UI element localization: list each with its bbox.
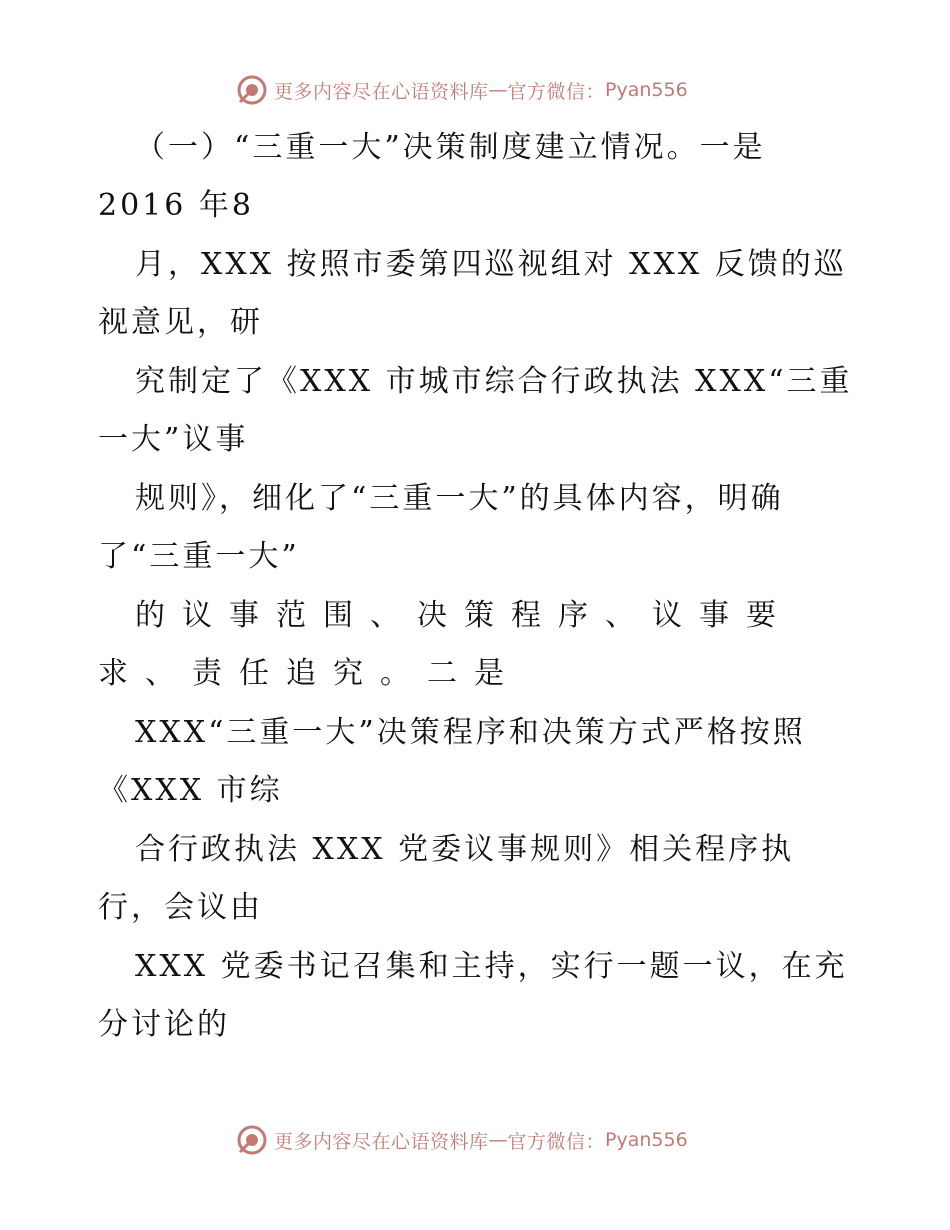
watermark-text: 更多内容尽在心语资料库 — [274, 1130, 489, 1153]
body-line: 规则》，细化了“三重一大”的具体内容，明确 — [135, 481, 784, 516]
pen-logo-icon — [236, 1124, 268, 1156]
body-line: XXX 党委书记召集和主持，实行一题一议，在充 — [135, 949, 848, 984]
body-line: 《XXX 市综 — [98, 773, 283, 808]
watermark-dash: — — [488, 1129, 508, 1151]
body-line: 月，XXX 按照市委第四巡视组对 XXX 反馈的巡 — [135, 247, 847, 282]
watermark-wechat-id: Pyan556 — [605, 79, 688, 101]
body-line: 求、责任追究。二是 — [98, 656, 521, 691]
watermark-wechat-label: 官方微信： — [507, 80, 606, 103]
pen-logo-icon — [236, 74, 268, 106]
body-line: 行，会议由 — [98, 890, 263, 925]
body-line: 一大”议事 — [98, 422, 249, 457]
watermark-header — [236, 72, 688, 108]
watermark-wechat-id: Pyan556 — [605, 1129, 688, 1151]
body-line: 分讨论的 — [98, 1007, 230, 1042]
body-line: 视意见，研 — [98, 305, 263, 340]
body-line: （一）“三重一大”决策制度建立情况。一是 — [135, 130, 766, 165]
body-line: 合行政执法 XXX 党委议事规则》相关程序执 — [135, 832, 795, 867]
body-line: 究制定了《XXX 市城市综合行政执法 XXX“三重 — [135, 364, 853, 399]
body-line: 的议事范围、决策程序、议事要 — [135, 598, 793, 633]
watermark-footer — [236, 1122, 688, 1158]
watermark-wechat-label: 官方微信： — [507, 1130, 606, 1153]
body-line: XXX“三重一大”决策程序和决策方式严格按照 — [135, 715, 806, 750]
body-line: 2016 年8 — [98, 188, 254, 223]
watermark-text: 更多内容尽在心语资料库 — [274, 80, 489, 103]
watermark-dash: — — [488, 79, 508, 101]
body-line: 了“三重一大” — [98, 539, 300, 574]
